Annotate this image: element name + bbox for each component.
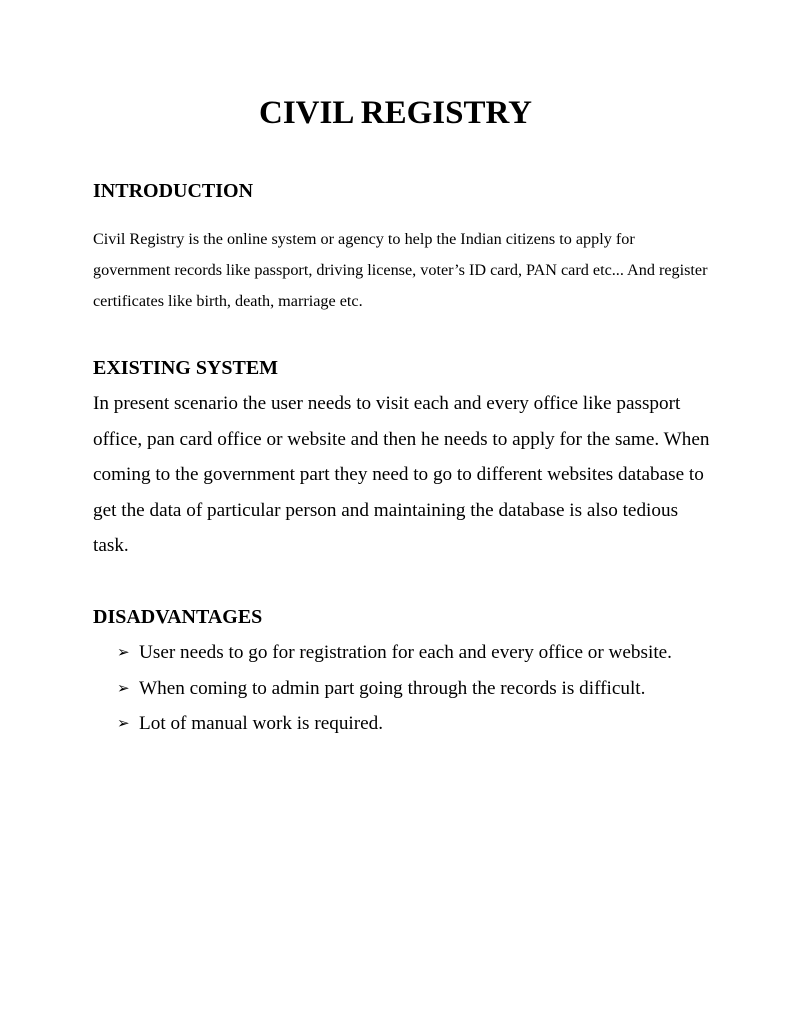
disadvantages-heading: DISADVANTAGES bbox=[93, 606, 263, 628]
disadvantages-list bbox=[117, 635, 717, 742]
introduction-heading: INTRODUCTION bbox=[93, 180, 254, 202]
existing-system-paragraph: In present scenario the user needs to visit each and every office like passport office, pan card office or website and then he needs to apply for the same. When coming to the government part they need to go to different websites database to get the data of particular person and maintaining the database is also tedious task. bbox=[93, 393, 710, 557]
list-item-text: When coming to admin part going through the records is difficult. bbox=[139, 677, 646, 699]
arrow-bullet-icon: ➢ bbox=[117, 678, 130, 697]
list-item-text: Lot of manual work is required. bbox=[139, 713, 384, 735]
existing-system-heading: EXISTING SYSTEM bbox=[93, 357, 279, 379]
arrow-bullet-icon: ➢ bbox=[117, 643, 130, 661]
list-item-text: User needs to go for registration for each and every office or website. bbox=[139, 642, 672, 663]
list-item bbox=[117, 671, 717, 707]
list-item bbox=[117, 706, 717, 742]
arrow-bullet-icon: ➢ bbox=[117, 714, 130, 733]
page-title: CIVIL REGISTRY bbox=[258, 95, 532, 131]
introduction-paragraph: Civil Registry is the online system or agency to help the Indian citizens to apply for government records like passport, driving license, voter’s ID card, PAN card etc... And register certificates like birth, death, marriage etc. bbox=[93, 230, 708, 310]
list-item bbox=[117, 635, 717, 671]
